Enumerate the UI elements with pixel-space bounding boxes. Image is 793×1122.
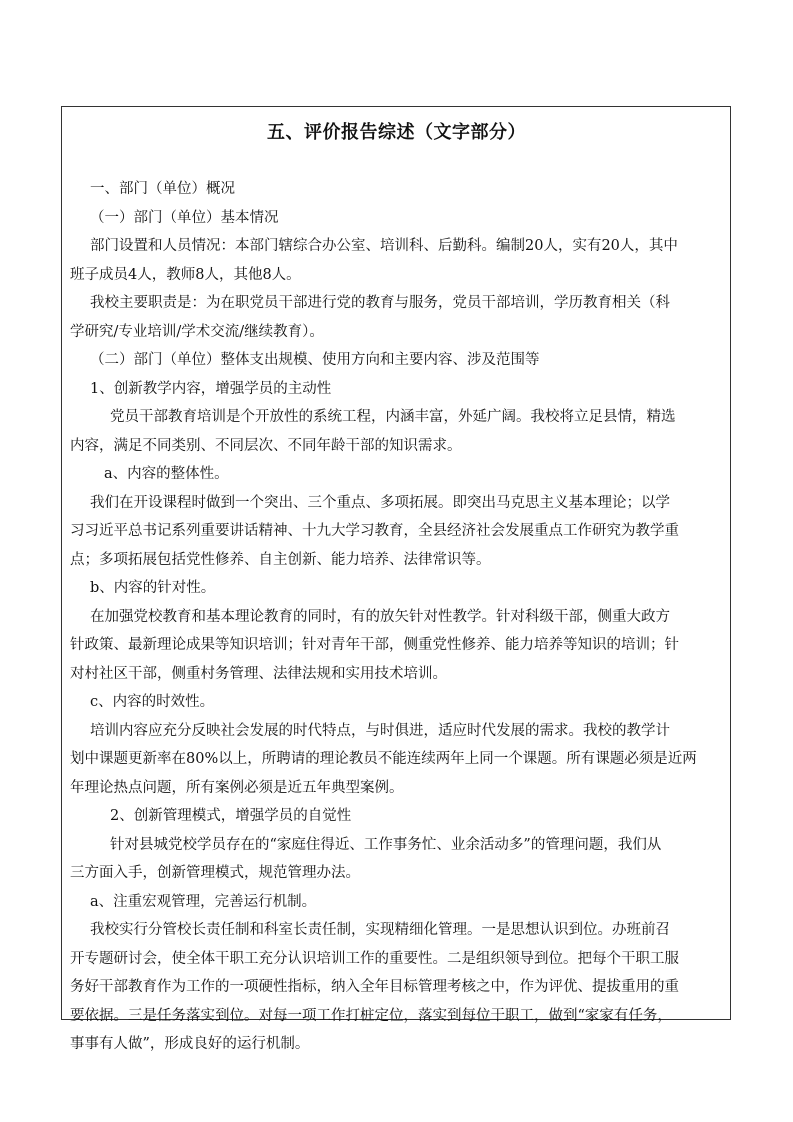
paragraph-line: 开专题研讨会，使全体干职工充分认识培训工作的重要性。二是组织领导到位。把每个干职工服: [70, 950, 679, 967]
paragraph-line: 我校实行分管校长责任制和科室长责任制，实现精细化管理。一是思想认识到位。办班前召: [90, 922, 670, 938]
paragraph-line: 年理论热点问题，所有案例必须是近五年典型案例。: [70, 779, 404, 796]
paragraph-line: 学研究/专业培训/学术交流/继续教育）。: [70, 323, 324, 340]
paragraph-line: 针对县城党校学员存在的“家庭住得近、工作事务忙、业余活动多”的管理问题，我们从: [110, 836, 662, 853]
paragraph-line: 习习近平总书记系列重要讲话精神、十九大学习教育，全县经济社会发展重点工作研究为教学重: [70, 523, 679, 539]
section-title: 五、评价报告综述（文字部分）: [267, 122, 526, 143]
paragraph-line: 内容，满足不同类别、不同层次、不同年龄干部的知识需求。: [70, 437, 462, 454]
paragraph-line: 对村社区干部，侧重村务管理、法律法规和实用技术培训。: [70, 665, 447, 682]
sub-item-c: c、内容的时效性。: [90, 694, 215, 710]
item-heading-1: 1、创新教学内容，增强学员的主动性: [90, 380, 332, 397]
paragraph-line: 培训内容应充分反映社会发展的时代特点，与时俱进，适应时代发展的需求。我校的教学计: [90, 722, 670, 739]
paragraph-line: 我们在开设课程时做到一个突出、三个重点、多项拓展。即突出马克思主义基本理论；以学: [90, 494, 670, 511]
paragraph-line: 点；多项拓展包括党性修养、自主创新、能力培养、法律常识等。: [70, 551, 491, 568]
paragraph-line: 事事有人做”，形成良好的运行机制。: [70, 1036, 310, 1052]
sub-item-a: a、内容的整体性。: [104, 466, 229, 482]
subheading-basic-info: （一）部门（单位）基本情况: [90, 209, 279, 226]
sub-item-a-management: a、注重宏观管理，完善运行机制。: [90, 893, 317, 910]
subheading-expenditure: （二）部门（单位）整体支出规模、使用方向和主要内容、涉及范围等: [90, 352, 540, 368]
paragraph-line: 我校主要职责是：为在职党员干部进行党的教育与服务，党员干部培训，学历教育相关（科: [90, 295, 670, 311]
report-body: [70, 175, 725, 1059]
paragraph-line: 划中课题更新率在80%以上，所聘请的理论教员不能连续两年上同一个课题。所有课题必须是近两: [70, 751, 697, 767]
paragraph-line: 三方面入手，创新管理模式，规范管理办法。: [70, 865, 360, 881]
sub-item-b: b、内容的针对性。: [90, 580, 216, 596]
paragraph-line: 在加强党校教育和基本理论教育的同时，有的放矢针对性教学。针对科级干部，侧重大政方: [90, 608, 670, 625]
paragraph-line: 针政策、最新理论成果等知识培训；针对青年干部，侧重党性修养、能力培养等知识的培训；针: [70, 637, 679, 653]
heading-overview: 一、部门（单位）概况: [90, 181, 235, 197]
item-heading-2: 2、创新管理模式，增强学员的自觉性: [110, 808, 352, 824]
paragraph-line: 要依据。三是任务落实到位。对每一项工作打桩定位，落实到每位干职工，做到“家家有任务，: [70, 1007, 672, 1024]
paragraph-line: 党员干部教育培训是个开放性的系统工程，内涵丰富，外延广阔。我校将立足县情，精选: [110, 409, 676, 425]
paragraph-line: 部门设置和人员情况：本部门辖综合办公室、培训科、后勤科。编制20人，实有20人，其中: [90, 238, 678, 254]
paragraph-line: 班子成员4人，教师8人，其他8人。: [70, 266, 301, 283]
paragraph-line: 务好干部教育作为工作的一项硬性指标，纳入全年目标管理考核之中，作为评优、提拔重用的重: [70, 979, 679, 995]
